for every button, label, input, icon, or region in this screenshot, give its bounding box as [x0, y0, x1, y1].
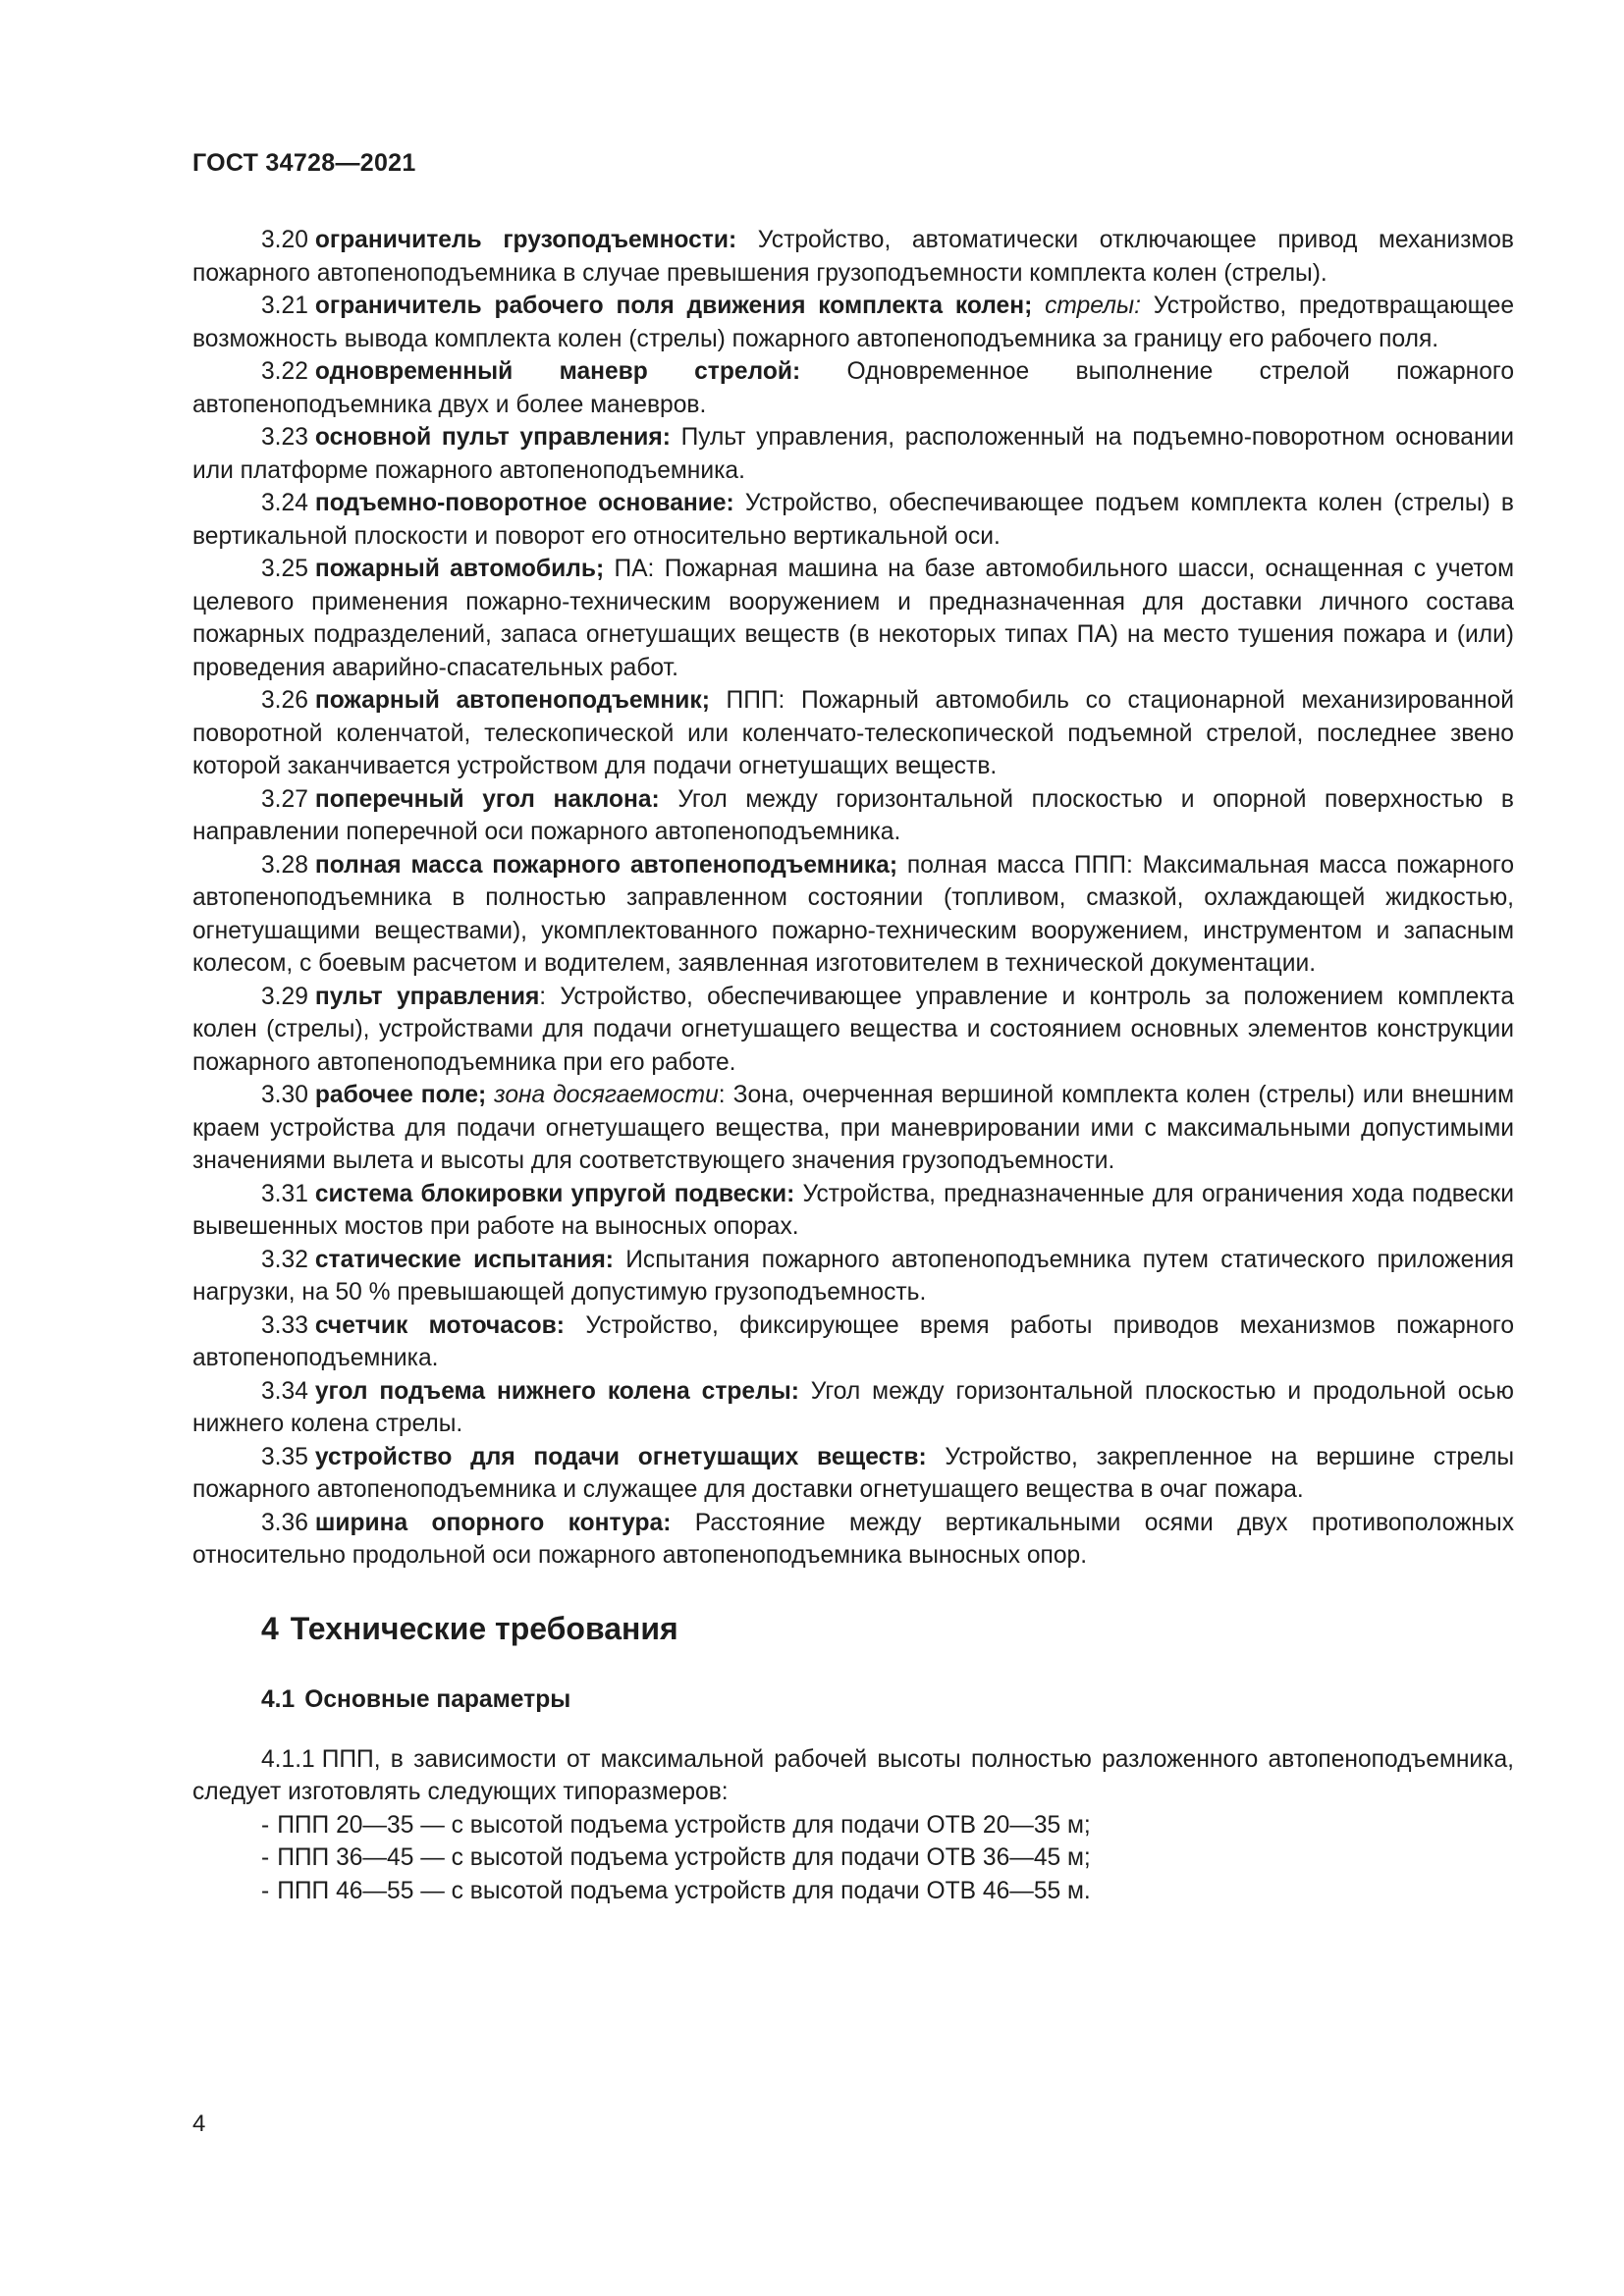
definition-number: 3.30 — [261, 1082, 308, 1108]
definition-text: полная масса ППП: Максимальная масса пожарного автопеноподъемника в полностью заправленном состоянии (топливом, смазкой, охлаждающей жидкостью, огнетушащими веществами), укомплектованного пожарно-техническим вооружением, инструментом и запасным колесом, с боевым расчетом и водителем, заявленная изготовителем в технической документации. — [192, 851, 1514, 977]
clause-text: ППП, в зависимости от максимальной рабочей высоты полностью разложенного автопеноподъемника, следует изготовлять следующих типоразмеров: — [192, 1745, 1514, 1805]
definition-number: 3.32 — [261, 1246, 308, 1273]
subsection-title: Основные параметры — [304, 1685, 571, 1713]
definition-text: : Устройство, обеспечивающее управление и контроль за положением комплекта колен (стрелы), устройствами для подачи огнетушащего вещества и состоянием основных элементов конструкции пожарного автопеноподъемника при его работе. — [192, 983, 1514, 1076]
definition-term: пожарный автопеноподъемник; — [314, 687, 710, 714]
definition-synonym: зона досягаемости — [486, 1082, 719, 1108]
definition-term: ограничитель грузоподъемности: — [314, 227, 737, 253]
definition-number: 3.24 — [261, 490, 308, 516]
definition-number: 3.31 — [261, 1180, 308, 1207]
definition-3-28 — [192, 849, 1514, 981]
definition-text: Устройства, предназначенные для ограничения хода подвески вывешенных мостов при работе на выносных опорах. — [192, 1180, 1515, 1240]
clause-4-1-1 — [192, 1743, 1514, 1809]
definition-3-35 — [192, 1441, 1514, 1507]
page-number: 4 — [192, 2110, 206, 2137]
definition-number: 3.36 — [261, 1509, 308, 1536]
definition-text: Угол между горизонтальной плоскостью и продольной осью нижнего колена стрелы. — [192, 1377, 1514, 1437]
definition-3-29 — [192, 981, 1514, 1080]
definition-text: Устройство, фиксирующее время работы приводов механизмов пожарного автопеноподъемника. — [192, 1311, 1514, 1371]
list-item-text: ППП 36—45 — с высотой подъема устройств для подачи ОТВ 36—45 м; — [277, 1844, 1091, 1871]
definition-number: 3.23 — [261, 424, 308, 451]
definition-text: Устройство, обеспечивающее подъем комплекта колен (стрелы) в вертикальной плоскости и поворот его относительно вертикальной оси. — [192, 490, 1514, 550]
section-title: Технические требования — [290, 1610, 678, 1646]
definition-text: Одновременное выполнение стрелой пожарного автопеноподъемника двух и более маневров. — [192, 358, 1514, 418]
definition-3-27 — [192, 783, 1514, 849]
definition-number: 3.27 — [261, 785, 308, 813]
definition-text: Устройство, предотвращающее возможность вывода комплекта колен (стрелы) пожарного автопеноподъемника за границу его рабочего поля. — [192, 293, 1515, 352]
page-content — [192, 224, 1514, 1907]
definition-text: Расстояние между вертикальными осями двух противоположных относительно продольной оси пожарного автопеноподъемника выносных опор. — [192, 1509, 1514, 1569]
definition-term: пульт управления — [314, 983, 540, 1010]
definition-number: 3.29 — [261, 983, 308, 1010]
definition-synonym: стрелы: — [1032, 293, 1141, 319]
definition-term: пожарный автомобиль; — [314, 556, 605, 582]
definition-text: ПА: Пожарная машина на базе автомобильного шасси, оснащенная с учетом целевого применения пожарно-техническим вооружением и предназначенная для доставки личного состава пожарных подразделений, запаса огнетушащих веществ (в некоторых типах ПА) на место тушения пожара и (или) проведения аварийно-спасательных работ. — [192, 556, 1514, 681]
definition-text: Устройство, закрепленное на вершине стрелы пожарного автопеноподъемника и служащее для доставки огнетушащего вещества в очаг пожара. — [192, 1443, 1514, 1503]
definition-term: устройство для подачи огнетушащих веществ: — [314, 1443, 927, 1470]
definition-term: поперечный угол наклона: — [314, 785, 660, 813]
definition-3-30 — [192, 1079, 1514, 1178]
definition-text: ППП: Пожарный автомобиль со стационарной механизированной поворотной коленчатой, телескопической или коленчато-телескопической подъемной стрелой, последнее звено которой заканчивается устройством для подачи огнетушащих веществ. — [192, 687, 1514, 779]
definition-term: угол подъема нижнего колена стрелы: — [314, 1377, 799, 1405]
definition-number: 3.25 — [261, 556, 308, 582]
definition-3-21 — [192, 290, 1514, 355]
definition-term: рабочее поле; — [314, 1082, 487, 1108]
definition-3-22 — [192, 355, 1514, 421]
definition-text: Испытания пожарного автопеноподъемника путем статического приложения нагрузки, на 50 % превышающей допустимую грузоподъемность. — [192, 1246, 1514, 1306]
list-item-text: ППП 20—35 — с высотой подъема устройств для подачи ОТВ 20—35 м; — [277, 1811, 1091, 1839]
definition-3-20 — [192, 224, 1514, 290]
definition-term: подъемно-поворотное основание: — [314, 490, 734, 516]
definition-3-31 — [192, 1178, 1514, 1244]
definition-number: 3.21 — [261, 293, 308, 319]
definition-number: 3.26 — [261, 687, 308, 714]
list-item — [192, 1842, 1514, 1875]
definition-number: 3.34 — [261, 1377, 308, 1405]
definition-3-34 — [192, 1375, 1514, 1441]
list-item-text: ППП 46—55 — с высотой подъема устройств для подачи ОТВ 46—55 м. — [277, 1877, 1091, 1904]
definition-3-36 — [192, 1507, 1514, 1573]
section-heading — [192, 1609, 1514, 1648]
definition-term: одновременный маневр стрелой: — [314, 358, 801, 385]
definition-3-24 — [192, 487, 1514, 553]
definition-term: основной пульт управления: — [314, 424, 671, 451]
definition-number: 3.35 — [261, 1443, 308, 1470]
list-dash: - — [261, 1811, 270, 1839]
list-item — [192, 1809, 1514, 1842]
definition-3-26 — [192, 684, 1514, 783]
definition-number: 3.20 — [261, 227, 308, 253]
definition-3-23 — [192, 421, 1514, 487]
definition-text: Пульт управления, расположенный на подъемно-поворотном основании или платформе пожарного автопеноподъемника. — [192, 424, 1515, 484]
standard-header: ГОСТ 34728—2021 — [192, 149, 416, 177]
list-dash: - — [261, 1877, 270, 1904]
definition-text: Устройство, автоматически отключающее привод механизмов пожарного автопеноподъемника в случае превышения грузоподъемности комплекта колен (стрелы). — [192, 227, 1514, 287]
list-item — [192, 1875, 1514, 1908]
definition-term: полная масса пожарного автопеноподъемника; — [314, 851, 898, 879]
subsection-number: 4.1 — [261, 1685, 296, 1713]
definition-term: ограничитель рабочего поля движения комплекта колен; — [314, 293, 1033, 319]
list-dash: - — [261, 1844, 270, 1871]
definition-3-32 — [192, 1244, 1514, 1309]
definition-number: 3.22 — [261, 358, 308, 385]
section-number: 4 — [261, 1610, 279, 1646]
definition-number: 3.28 — [261, 851, 308, 879]
definition-number: 3.33 — [261, 1311, 308, 1339]
definition-3-33 — [192, 1309, 1514, 1375]
definition-term: счетчик моточасов: — [314, 1311, 565, 1339]
definition-text: Угол между горизонтальной плоскостью и опорной поверхностью в направлении поперечной оси пожарного автопеноподъемника. — [192, 785, 1514, 845]
size-type-list — [192, 1809, 1514, 1908]
definition-term: система блокировки упругой подвески: — [314, 1180, 795, 1207]
definition-text: : Зона, очерченная вершиной комплекта колен (стрелы) или внешним краем устройства для подачи огнетушащего вещества, при маневрировании ими с максимальными допустимыми значениями вылета и высоты для соответствующего значения грузоподъемности. — [192, 1082, 1514, 1174]
definition-term: статические испытания: — [314, 1246, 614, 1273]
definition-term: ширина опорного контура: — [314, 1509, 672, 1536]
clause-number: 4.1.1 — [261, 1745, 315, 1773]
subsection-heading — [192, 1683, 1514, 1716]
definition-3-25 — [192, 553, 1514, 684]
